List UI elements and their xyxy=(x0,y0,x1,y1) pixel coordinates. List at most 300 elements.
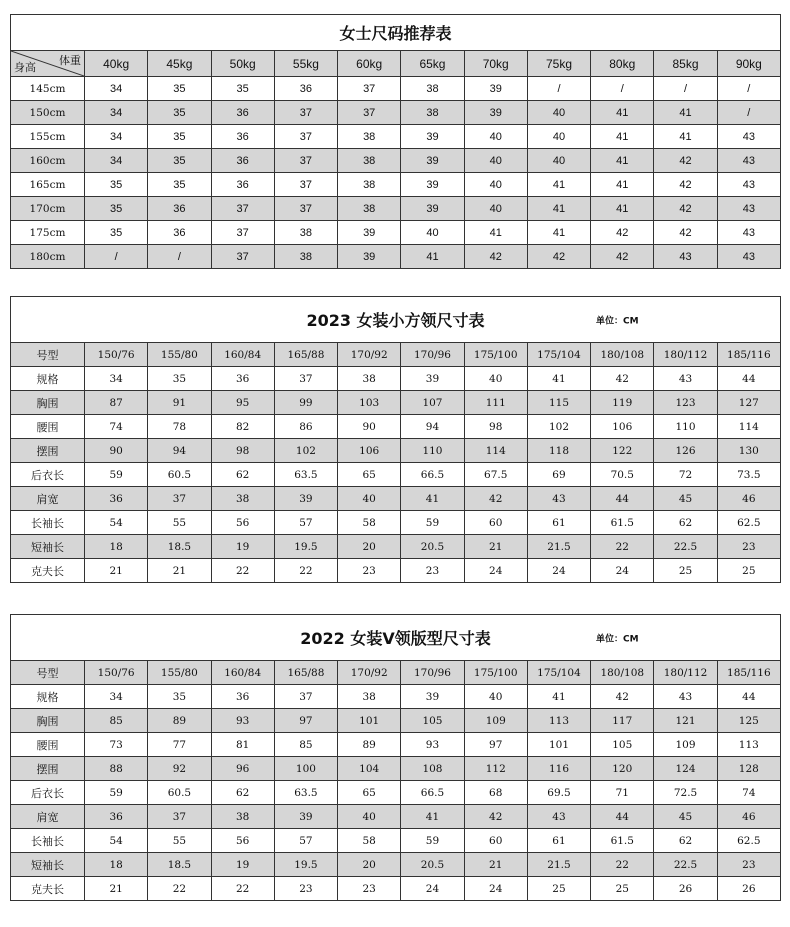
size-cell: 35 xyxy=(148,149,211,173)
measure-cell: 57 xyxy=(274,829,337,853)
measure-cell: 62 xyxy=(211,781,274,805)
measure-cell: 99 xyxy=(274,391,337,415)
measure-cell: 24 xyxy=(527,559,590,583)
measure-cell: 106 xyxy=(338,439,401,463)
measure-cell: 113 xyxy=(527,709,590,733)
measure-cell: 44 xyxy=(717,685,780,709)
measure-cell: 19.5 xyxy=(274,853,337,877)
measure-cell: 41 xyxy=(401,487,464,511)
table-row xyxy=(11,391,781,415)
size-cell: / xyxy=(85,245,148,269)
size-cell: / xyxy=(148,245,211,269)
measure-cell: 42 xyxy=(591,685,654,709)
height-label: 150cm xyxy=(11,101,85,125)
measure-cell: 93 xyxy=(211,709,274,733)
measure-cell: 63.5 xyxy=(274,463,337,487)
measure-cell: 42 xyxy=(591,367,654,391)
size-cell: 42 xyxy=(591,245,654,269)
measure-cell: 66.5 xyxy=(401,463,464,487)
measure-cell: 74 xyxy=(717,781,780,805)
size-cell: 42 xyxy=(591,221,654,245)
table-row xyxy=(11,733,781,757)
measure-cell: 102 xyxy=(527,415,590,439)
size-cell: 34 xyxy=(85,125,148,149)
size-cell: 36 xyxy=(211,125,274,149)
measure-cell: 21 xyxy=(148,559,211,583)
table-row xyxy=(11,781,781,805)
measure-label: 肩宽 xyxy=(11,487,85,511)
measure-label: 短袖长 xyxy=(11,853,85,877)
size-cell: / xyxy=(654,77,717,101)
table-title xyxy=(11,615,781,661)
measure-cell: 107 xyxy=(401,391,464,415)
size-header: 160/84 xyxy=(211,343,274,367)
weight-header: 40kg xyxy=(85,51,148,77)
measure-cell: 21 xyxy=(464,535,527,559)
table-title-text: 2022 女装V领版型尺寸表 xyxy=(300,629,491,648)
weight-header: 50kg xyxy=(211,51,274,77)
measure-cell: 34 xyxy=(85,367,148,391)
measure-cell: 40 xyxy=(464,367,527,391)
measure-cell: 82 xyxy=(211,415,274,439)
measure-cell: 57 xyxy=(274,511,337,535)
measure-cell: 110 xyxy=(654,415,717,439)
measure-cell: 91 xyxy=(148,391,211,415)
table-row xyxy=(11,367,781,391)
weight-header: 90kg xyxy=(717,51,780,77)
measure-cell: 60.5 xyxy=(148,781,211,805)
size-cell: 40 xyxy=(464,197,527,221)
size-cell: 39 xyxy=(338,221,401,245)
measure-cell: 59 xyxy=(401,829,464,853)
size-header: 155/80 xyxy=(148,343,211,367)
size-cell: 42 xyxy=(527,245,590,269)
measure-cell: 96 xyxy=(211,757,274,781)
size-cell: 41 xyxy=(591,101,654,125)
measure-cell: 38 xyxy=(338,367,401,391)
size-cell: 38 xyxy=(274,221,337,245)
measure-cell: 62 xyxy=(211,463,274,487)
measure-label: 摆围 xyxy=(11,439,85,463)
measure-cell: 118 xyxy=(527,439,590,463)
size-header: 150/76 xyxy=(85,343,148,367)
measure-cell: 97 xyxy=(464,733,527,757)
measure-cell: 81 xyxy=(211,733,274,757)
measure-cell: 114 xyxy=(464,439,527,463)
measure-label: 后衣长 xyxy=(11,781,85,805)
size-cell: 38 xyxy=(338,197,401,221)
measure-cell: 37 xyxy=(148,487,211,511)
weight-header: 70kg xyxy=(464,51,527,77)
measure-cell: 22 xyxy=(591,853,654,877)
size-cell: 43 xyxy=(717,149,780,173)
size-cell: 39 xyxy=(401,173,464,197)
size-cell: 40 xyxy=(527,125,590,149)
measure-cell: 19.5 xyxy=(274,535,337,559)
size-cell: 37 xyxy=(211,197,274,221)
size-header: 175/100 xyxy=(464,343,527,367)
measure-cell: 23 xyxy=(338,877,401,901)
measure-cell: 65 xyxy=(338,781,401,805)
measure-label: 后衣长 xyxy=(11,463,85,487)
measure-label: 长袖长 xyxy=(11,511,85,535)
measure-cell: 23 xyxy=(338,559,401,583)
measure-cell: 21.5 xyxy=(527,853,590,877)
measure-cell: 36 xyxy=(211,685,274,709)
measure-cell: 122 xyxy=(591,439,654,463)
measure-cell: 87 xyxy=(85,391,148,415)
measure-label: 腰围 xyxy=(11,733,85,757)
corner-cell xyxy=(11,51,85,77)
measure-cell: 44 xyxy=(591,487,654,511)
size-header: 170/96 xyxy=(401,661,464,685)
measure-cell: 43 xyxy=(654,685,717,709)
measure-cell: 59 xyxy=(401,511,464,535)
size-cell: 41 xyxy=(527,221,590,245)
size-header: 165/88 xyxy=(274,343,337,367)
measure-cell: 105 xyxy=(401,709,464,733)
height-label: 160cm xyxy=(11,149,85,173)
measure-cell: 119 xyxy=(591,391,654,415)
height-label: 180cm xyxy=(11,245,85,269)
measure-cell: 101 xyxy=(338,709,401,733)
size-header: 170/92 xyxy=(338,661,401,685)
table-row xyxy=(11,559,781,583)
measure-cell: 125 xyxy=(717,709,780,733)
measure-cell: 38 xyxy=(338,685,401,709)
unit-label: 单位：CM xyxy=(596,316,639,326)
corner-height-label: 身高 xyxy=(14,61,36,74)
measure-cell: 25 xyxy=(654,559,717,583)
measure-cell: 44 xyxy=(717,367,780,391)
size-header: 170/96 xyxy=(401,343,464,367)
measure-cell: 62.5 xyxy=(717,829,780,853)
weight-header: 45kg xyxy=(148,51,211,77)
size-cell: 41 xyxy=(591,197,654,221)
size-cell: 41 xyxy=(464,221,527,245)
table-row xyxy=(11,853,781,877)
height-label: 165cm xyxy=(11,173,85,197)
size-cell: 40 xyxy=(401,221,464,245)
measure-cell: 67.5 xyxy=(464,463,527,487)
measure-cell: 56 xyxy=(211,829,274,853)
size-header: 175/104 xyxy=(527,661,590,685)
measure-cell: 40 xyxy=(464,685,527,709)
size-cell: 37 xyxy=(274,125,337,149)
measure-cell: 56 xyxy=(211,511,274,535)
measure-cell: 40 xyxy=(338,805,401,829)
measure-label: 摆围 xyxy=(11,757,85,781)
size-cell: 37 xyxy=(338,101,401,125)
measure-cell: 101 xyxy=(527,733,590,757)
table-row xyxy=(11,197,781,221)
size-cell: 37 xyxy=(211,245,274,269)
measure-cell: 65 xyxy=(338,463,401,487)
size-header: 170/92 xyxy=(338,343,401,367)
table-title-text: 2023 女装小方领尺寸表 xyxy=(306,311,485,330)
measure-cell: 21 xyxy=(85,559,148,583)
measure-label: 短袖长 xyxy=(11,535,85,559)
table-row xyxy=(11,511,781,535)
measure-cell: 94 xyxy=(148,439,211,463)
size-cell: 41 xyxy=(527,173,590,197)
measure-cell: 35 xyxy=(148,367,211,391)
measure-cell: 22.5 xyxy=(654,853,717,877)
size-header: 175/100 xyxy=(464,661,527,685)
height-label: 145cm xyxy=(11,77,85,101)
table-row xyxy=(11,685,781,709)
table-row xyxy=(11,77,781,101)
measure-cell: 85 xyxy=(85,709,148,733)
measure-cell: 45 xyxy=(654,487,717,511)
measure-cell: 37 xyxy=(148,805,211,829)
measure-cell: 24 xyxy=(464,559,527,583)
size-cell: / xyxy=(591,77,654,101)
size-cell: 43 xyxy=(717,197,780,221)
size-cell: 35 xyxy=(148,173,211,197)
measure-cell: 89 xyxy=(338,733,401,757)
measure-label: 腰围 xyxy=(11,415,85,439)
measure-label: 克夫长 xyxy=(11,559,85,583)
size-type-header: 号型 xyxy=(11,661,85,685)
table-row xyxy=(11,245,781,269)
measure-cell: 71 xyxy=(591,781,654,805)
table-row xyxy=(11,173,781,197)
measure-cell: 46 xyxy=(717,805,780,829)
measure-cell: 130 xyxy=(717,439,780,463)
size-type-header: 号型 xyxy=(11,343,85,367)
measure-cell: 18 xyxy=(85,853,148,877)
measure-cell: 110 xyxy=(401,439,464,463)
measure-cell: 43 xyxy=(654,367,717,391)
size-cell: 34 xyxy=(85,77,148,101)
size-cell: 35 xyxy=(148,101,211,125)
size-cell: 35 xyxy=(85,173,148,197)
measure-cell: 60.5 xyxy=(148,463,211,487)
size-cell: 37 xyxy=(338,77,401,101)
size-cell: 43 xyxy=(717,173,780,197)
measure-cell: 25 xyxy=(527,877,590,901)
measure-cell: 85 xyxy=(274,733,337,757)
weight-header: 60kg xyxy=(338,51,401,77)
measure-cell: 41 xyxy=(527,367,590,391)
size-cell: 38 xyxy=(338,149,401,173)
measure-cell: 20.5 xyxy=(401,853,464,877)
measure-cell: 58 xyxy=(338,829,401,853)
measure-cell: 124 xyxy=(654,757,717,781)
unit-label: 单位：CM xyxy=(596,634,639,644)
measure-cell: 73 xyxy=(85,733,148,757)
weight-header: 75kg xyxy=(527,51,590,77)
size-cell: 42 xyxy=(654,197,717,221)
measure-label: 克夫长 xyxy=(11,877,85,901)
measure-cell: 37 xyxy=(274,367,337,391)
table-row xyxy=(11,877,781,901)
size-cell: 37 xyxy=(274,197,337,221)
measure-cell: 36 xyxy=(85,805,148,829)
size-header: 155/80 xyxy=(148,661,211,685)
measure-cell: 95 xyxy=(211,391,274,415)
size-cell: 36 xyxy=(211,149,274,173)
measure-cell: 109 xyxy=(654,733,717,757)
table-row xyxy=(11,415,781,439)
measure-cell: 60 xyxy=(464,829,527,853)
measure-cell: 46 xyxy=(717,487,780,511)
measure-cell: 36 xyxy=(211,367,274,391)
measure-label: 胸围 xyxy=(11,391,85,415)
weight-header: 85kg xyxy=(654,51,717,77)
size-cell: 35 xyxy=(85,221,148,245)
measure-cell: 69 xyxy=(527,463,590,487)
height-label: 170cm xyxy=(11,197,85,221)
measure-cell: 92 xyxy=(148,757,211,781)
measure-cell: 105 xyxy=(591,733,654,757)
size-cell: 35 xyxy=(85,197,148,221)
table-row xyxy=(11,439,781,463)
measure-cell: 43 xyxy=(527,805,590,829)
table-row xyxy=(11,757,781,781)
measure-cell: 21 xyxy=(85,877,148,901)
size-recommend-table xyxy=(10,14,781,269)
vneck-size-table xyxy=(10,614,781,901)
measure-cell: 61 xyxy=(527,511,590,535)
measure-cell: 108 xyxy=(401,757,464,781)
size-cell: 34 xyxy=(85,101,148,125)
measure-cell: 72 xyxy=(654,463,717,487)
size-cell: 40 xyxy=(464,149,527,173)
measure-cell: 74 xyxy=(85,415,148,439)
table-row xyxy=(11,221,781,245)
size-cell: 41 xyxy=(401,245,464,269)
measure-cell: 59 xyxy=(85,463,148,487)
measure-cell: 18.5 xyxy=(148,535,211,559)
measure-cell: 20 xyxy=(338,853,401,877)
measure-cell: 97 xyxy=(274,709,337,733)
collar-size-table xyxy=(10,296,781,583)
measure-cell: 62.5 xyxy=(717,511,780,535)
measure-cell: 25 xyxy=(717,559,780,583)
size-cell: 39 xyxy=(464,77,527,101)
measure-cell: 39 xyxy=(401,685,464,709)
size-cell: 42 xyxy=(654,221,717,245)
measure-cell: 111 xyxy=(464,391,527,415)
size-cell: 38 xyxy=(274,245,337,269)
size-cell: 43 xyxy=(717,245,780,269)
measure-cell: 54 xyxy=(85,829,148,853)
measure-cell: 77 xyxy=(148,733,211,757)
measure-cell: 98 xyxy=(464,415,527,439)
size-cell: 39 xyxy=(401,197,464,221)
table-row xyxy=(11,829,781,853)
size-cell: 37 xyxy=(274,173,337,197)
measure-cell: 43 xyxy=(527,487,590,511)
measure-cell: 44 xyxy=(591,805,654,829)
measure-cell: 88 xyxy=(85,757,148,781)
measure-cell: 34 xyxy=(85,685,148,709)
measure-cell: 109 xyxy=(464,709,527,733)
measure-cell: 42 xyxy=(464,487,527,511)
table-title: 女士尺码推荐表 xyxy=(11,15,781,51)
measure-cell: 21 xyxy=(464,853,527,877)
size-cell: / xyxy=(717,101,780,125)
measure-cell: 18.5 xyxy=(148,853,211,877)
size-header: 175/104 xyxy=(527,343,590,367)
height-label: 155cm xyxy=(11,125,85,149)
measure-cell: 112 xyxy=(464,757,527,781)
measure-cell: 24 xyxy=(401,877,464,901)
measure-cell: 127 xyxy=(717,391,780,415)
measure-cell: 38 xyxy=(211,487,274,511)
measure-cell: 26 xyxy=(654,877,717,901)
size-cell: 35 xyxy=(148,77,211,101)
measure-label: 长袖长 xyxy=(11,829,85,853)
measure-cell: 123 xyxy=(654,391,717,415)
measure-cell: 90 xyxy=(338,415,401,439)
size-cell: 42 xyxy=(654,173,717,197)
measure-label: 胸围 xyxy=(11,709,85,733)
size-cell: 41 xyxy=(591,125,654,149)
measure-label: 规格 xyxy=(11,367,85,391)
size-cell: 43 xyxy=(717,125,780,149)
size-cell: 38 xyxy=(338,125,401,149)
measure-cell: 126 xyxy=(654,439,717,463)
size-cell: 36 xyxy=(148,197,211,221)
weight-header: 80kg xyxy=(591,51,654,77)
measure-cell: 93 xyxy=(401,733,464,757)
measure-cell: 23 xyxy=(717,535,780,559)
size-cell: 35 xyxy=(148,125,211,149)
measure-cell: 25 xyxy=(591,877,654,901)
size-cell: 37 xyxy=(274,149,337,173)
size-cell: 37 xyxy=(211,221,274,245)
size-header: 160/84 xyxy=(211,661,274,685)
size-cell: 39 xyxy=(401,149,464,173)
measure-cell: 37 xyxy=(274,685,337,709)
size-cell: 39 xyxy=(338,245,401,269)
measure-cell: 73.5 xyxy=(717,463,780,487)
size-cell: 40 xyxy=(527,101,590,125)
measure-cell: 128 xyxy=(717,757,780,781)
corner-weight-label: 体重 xyxy=(59,54,81,67)
size-cell: 41 xyxy=(654,125,717,149)
measure-cell: 72.5 xyxy=(654,781,717,805)
size-cell: 34 xyxy=(85,149,148,173)
size-header: 180/112 xyxy=(654,343,717,367)
measure-cell: 39 xyxy=(274,805,337,829)
measure-cell: 22.5 xyxy=(654,535,717,559)
size-cell: 38 xyxy=(338,173,401,197)
measure-cell: 114 xyxy=(717,415,780,439)
height-label: 175cm xyxy=(11,221,85,245)
table-row xyxy=(11,125,781,149)
measure-cell: 61.5 xyxy=(591,511,654,535)
table-title xyxy=(11,297,781,343)
measure-label: 规格 xyxy=(11,685,85,709)
size-cell: 43 xyxy=(717,221,780,245)
measure-cell: 19 xyxy=(211,853,274,877)
measure-cell: 113 xyxy=(717,733,780,757)
measure-cell: 121 xyxy=(654,709,717,733)
measure-cell: 41 xyxy=(401,805,464,829)
size-cell: 42 xyxy=(464,245,527,269)
measure-cell: 62 xyxy=(654,829,717,853)
measure-cell: 61.5 xyxy=(591,829,654,853)
size-cell: 42 xyxy=(654,149,717,173)
table-row xyxy=(11,101,781,125)
size-header: 185/116 xyxy=(717,343,780,367)
measure-cell: 23 xyxy=(717,853,780,877)
size-header: 150/76 xyxy=(85,661,148,685)
